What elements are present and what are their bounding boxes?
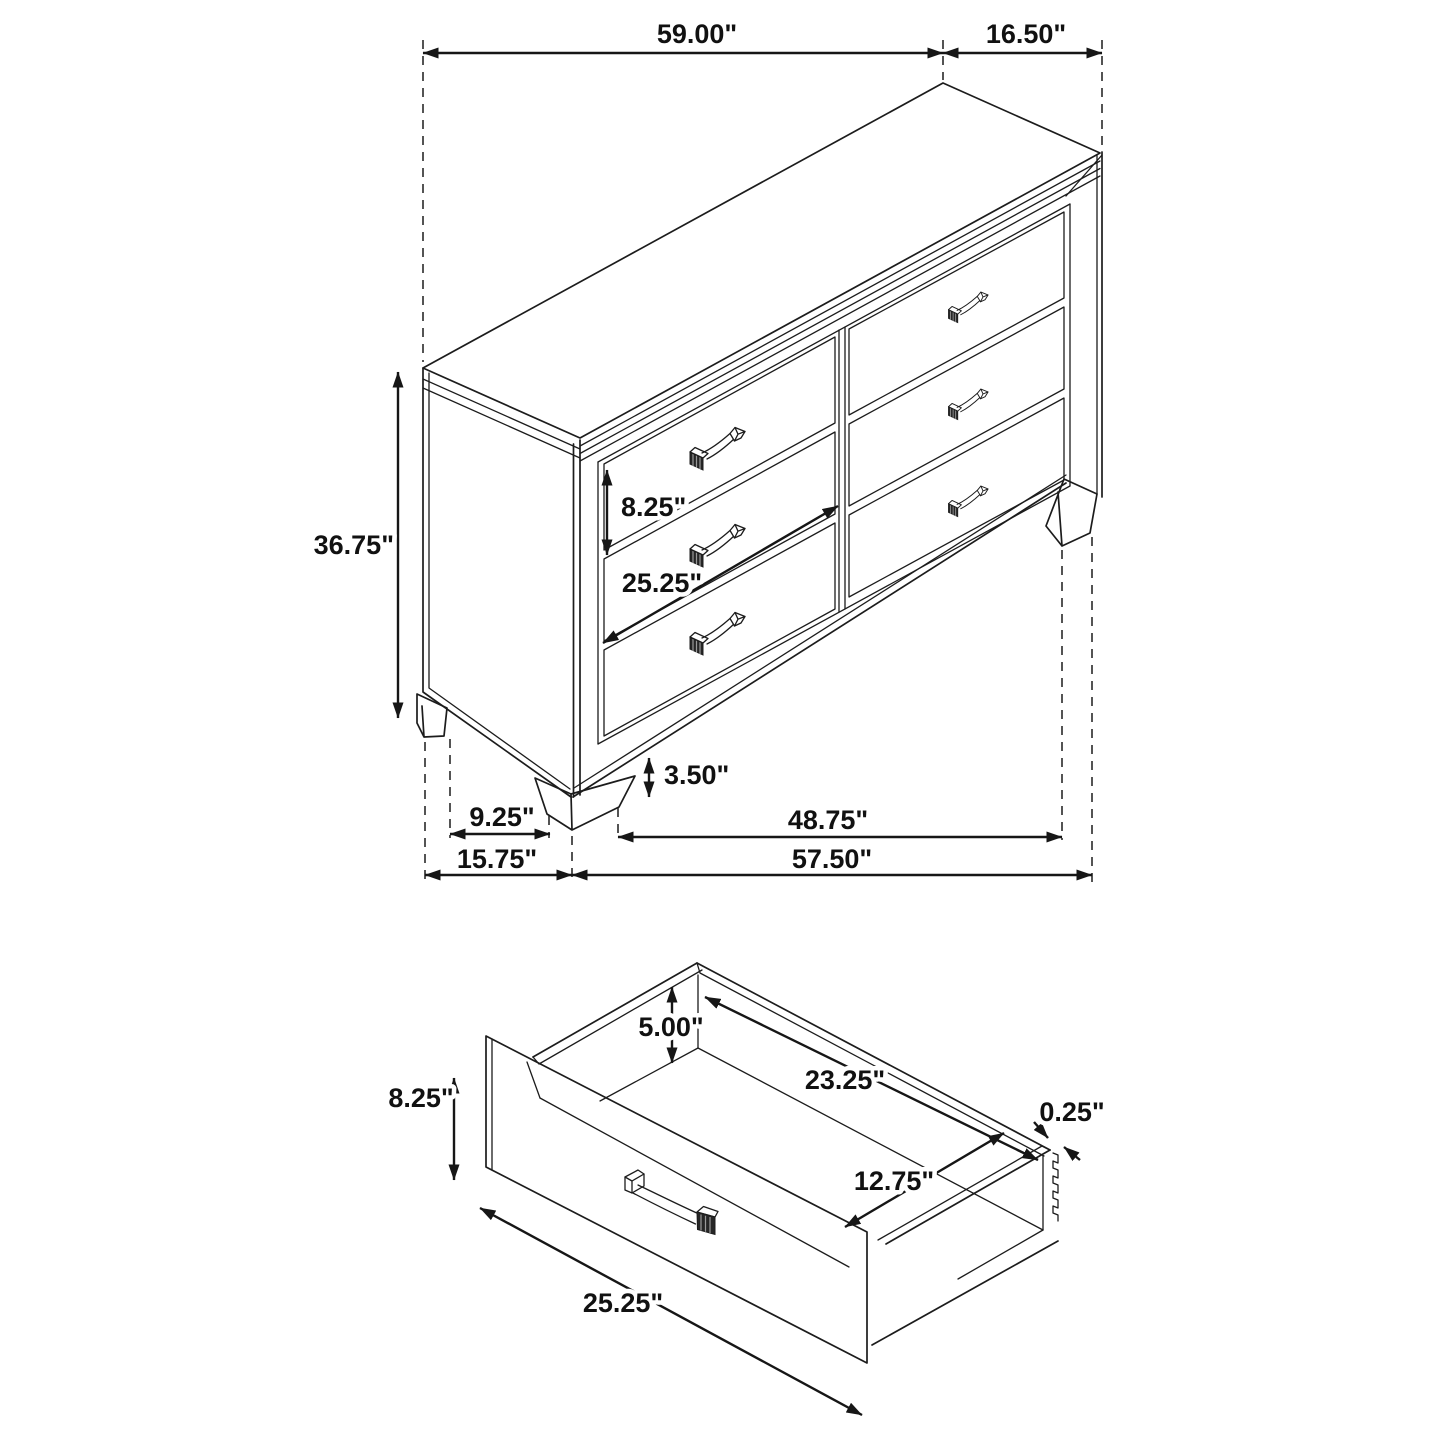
dresser-front-face xyxy=(573,152,1102,797)
dim-label-front-height: 8.25" xyxy=(388,1083,454,1113)
drawer-handle-icon xyxy=(625,1170,718,1235)
drawer-detail-view xyxy=(388,963,1104,1415)
drawer-dimensions xyxy=(388,987,1104,1415)
drawer-handle-icon xyxy=(690,525,745,568)
dim-label-base-width: 57.50" xyxy=(791,844,873,874)
dim-label-front-width: 25.25" xyxy=(582,1288,664,1318)
dim-label-base-depth: 15.75" xyxy=(456,844,538,874)
foot-front xyxy=(535,776,635,830)
dresser-feet xyxy=(417,479,1097,830)
dresser-extension-lines xyxy=(423,40,1102,882)
dresser-top-surface xyxy=(423,83,1102,461)
drawer-box xyxy=(486,963,1058,1363)
drawer-front-right-bottom xyxy=(849,398,1064,597)
dim-label-drawer-front-height: 8.25" xyxy=(621,492,687,522)
dim-label-top-width: 59.00" xyxy=(656,19,738,49)
dim-label-front-leg-span: 48.75" xyxy=(787,805,869,835)
drawer-handle-icon xyxy=(948,389,988,420)
dresser-left-panel xyxy=(423,368,580,797)
foot-back-left xyxy=(417,694,447,737)
dim-label-drawer-front-width: 25.25" xyxy=(621,568,703,598)
drawer-handle-icon xyxy=(690,428,745,471)
dim-label-top-depth: 16.50" xyxy=(985,19,1067,49)
dresser-drawers xyxy=(604,212,1064,736)
foot-right xyxy=(1046,479,1097,546)
dim-label-inner-height: 5.00" xyxy=(638,1012,704,1042)
dovetail-joint xyxy=(1053,1153,1058,1221)
dim-label-inner-width: 23.25" xyxy=(804,1065,886,1095)
dim-label-inner-depth: 12.75" xyxy=(853,1166,935,1196)
drawer-handle-icon xyxy=(690,613,745,656)
drawer-interior xyxy=(527,975,1043,1279)
dim-label-foot-height: 3.50" xyxy=(664,760,730,790)
drawer-handle-icon xyxy=(948,486,988,517)
dim-label-panel-thickness: 0.25" xyxy=(1039,1097,1105,1127)
dresser-dimensions xyxy=(314,19,1102,875)
dim-label-overall-height: 36.75" xyxy=(313,530,394,560)
dresser-view xyxy=(314,19,1102,882)
drawer-front-left-middle xyxy=(604,432,835,641)
drawer-handle-icon xyxy=(948,292,988,323)
dim-label-foot-gap-depth: 9.25" xyxy=(469,802,535,832)
